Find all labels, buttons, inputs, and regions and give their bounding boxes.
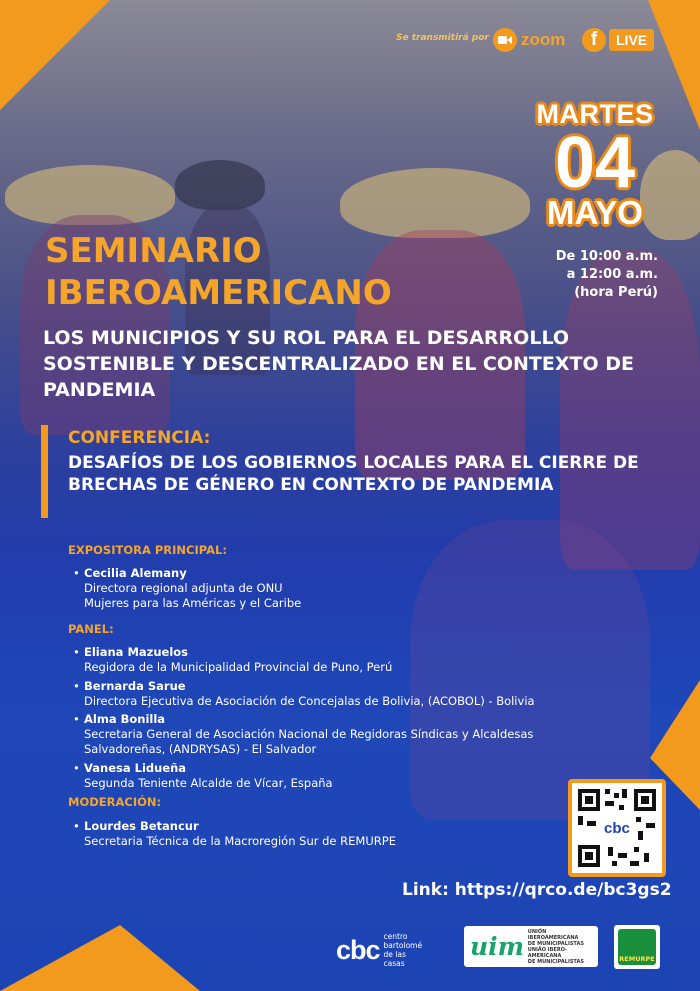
speaker-name: Lourdes Betancur [84,819,199,833]
speaker-role: Secretaria General de Asociación Nacional de Regidoras Síndicas y Alcaldesas [84,727,534,741]
conference-accent-bar [41,425,48,518]
speaker-name: Cecilia Alemany [84,566,187,580]
registration-link[interactable]: https://qrco.de/bc3gs2 [454,880,672,900]
speaker-name: Bernarda Sarue [84,679,186,693]
seminar-title-line: IBEROAMERICANO [45,273,392,313]
speaker-role: Directora Ejecutiva de Asociación de Concejalas de Bolivia, (ACOBOL) - Bolivia [84,694,535,708]
speaker-role: Segunda Teniente Alcalde de Vícar, España [84,776,333,790]
zoom-label: zoom [521,30,566,49]
time-line: (hora Perú) [574,285,658,300]
uim-logo-mark: uim [470,932,525,961]
bullet-icon: • [73,819,80,833]
speaker-name: Alma Bonilla [84,712,166,726]
day-number: 04 [554,123,636,203]
bullet-icon: • [73,679,80,693]
speaker-entry [73,819,396,849]
remurpe-logo-mark: REMURPE [618,929,656,965]
seminar-subtitle: LOS MUNICIPIOS Y SU ROL PARA EL DESARROLLO SOSTENIBLE Y DESCENTRALIZADO EN EL CONTEXTO DE PANDEMIA [43,327,634,401]
speaker-entry [73,645,392,675]
speaker-entry [73,566,301,611]
event-time [535,248,658,302]
zoom-badge [493,27,565,53]
bullet-icon: • [73,712,80,726]
time-line: De 10:00 a.m. [555,249,658,264]
speaker-name: Vanesa Lidueña [84,761,187,775]
cbc-logo: cbc centro bartolomé de las casas [336,932,423,968]
qr-cbc-mark: cbc [604,820,630,837]
speaker-name: Eliana Mazuelos [84,645,189,659]
main-speaker-heading: EXPOSITORA PRINCIPAL: [68,543,227,557]
day-name: MARTES [536,99,654,129]
facebook-live-badge [582,28,654,52]
speaker-role: Regidora de la Municipalidad Provincial de Puno, Perú [84,660,393,674]
live-label: LIVE [609,29,654,51]
qr-code-pattern-icon [572,783,662,873]
bullet-icon: • [73,566,80,580]
uim-logo: uim UNIÓN IBEROAMERICANA DE MUNICIPALISTAS UNIÃO IBERO-AMERICANA DE MUNICIPALISTAS [464,926,598,967]
conference-title: DESAFÍOS DE LOS GOBIERNOS LOCALES PARA EL CIERRE DE BRECHAS DE GÉNERO EN CONTEXTO DE PANDEMIA [68,453,639,495]
qr-code[interactable] [568,779,666,877]
speaker-role: Salvadoreñas, (ANDRYSAS) - El Salvador [84,742,317,756]
speaker-role: Secretaria Técnica de la Macroregión Sur de REMURPE [84,834,396,848]
speaker-role: Mujeres para las Américas y el Caribe [84,596,302,610]
link-label: Link: [402,880,449,900]
panel-heading: PANEL: [68,622,114,636]
seminar-title [45,230,392,314]
seminar-title-line: SEMINARIO [45,231,262,271]
event-date [533,99,657,232]
speaker-entry [73,761,333,791]
speaker-entry [73,712,533,757]
facebook-icon: f [582,28,606,52]
bullet-icon: • [73,761,80,775]
bullet-icon: • [73,645,80,659]
cbc-logo-mark: cbc [336,934,380,965]
conference-label: CONFERENCIA: [68,428,211,448]
speaker-entry [73,679,535,709]
month-name: MAYO [547,194,643,231]
moderation-heading: MODERACIÓN: [68,795,162,809]
speaker-role: Directora regional adjunta de ONU [84,581,283,595]
time-line: a 12:00 a.m. [566,267,658,282]
remurpe-logo [614,925,660,969]
transmission-label: Se transmitirá por [396,33,489,43]
registration-link-line [402,880,672,900]
zoom-camera-icon [493,28,517,52]
